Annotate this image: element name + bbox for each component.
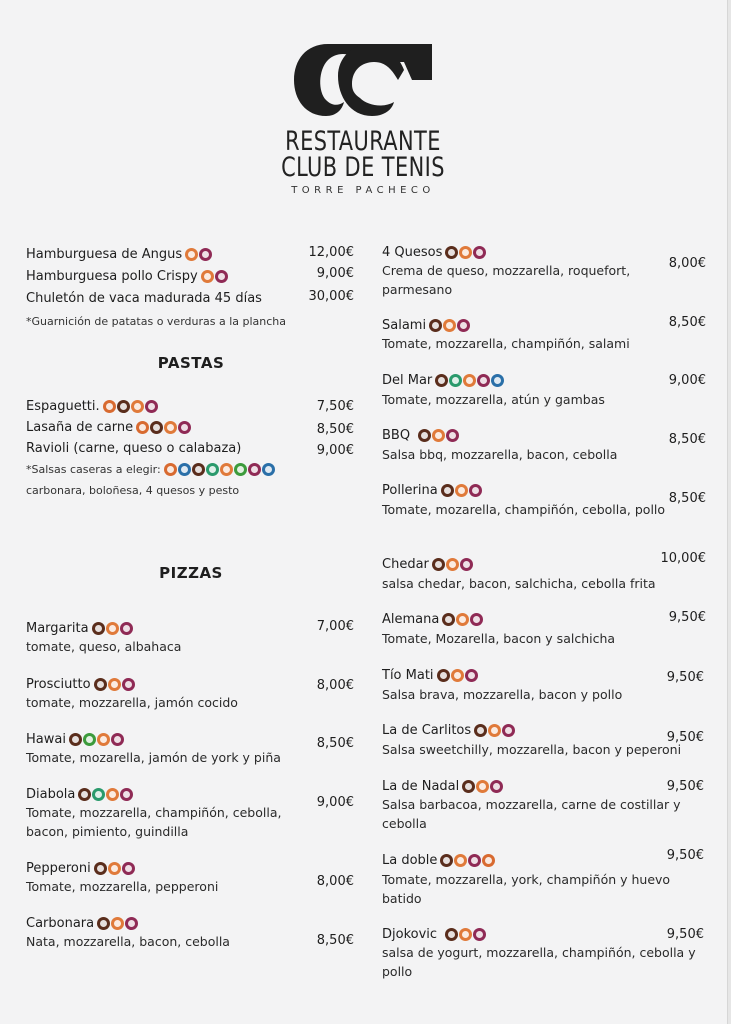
menu-item-name: Chuletón de vaca madurada 45 días [26, 291, 262, 306]
menu-item-price: 8,50€ [668, 432, 706, 447]
egg-icon [120, 788, 133, 801]
gluten-icon [185, 248, 198, 261]
gluten-icon [108, 862, 121, 875]
menu-item-name: Lasaña de carne [26, 419, 192, 440]
milk-icon [441, 484, 454, 497]
menu-item-description: Salsa brava, mozzarella, bacon y pollo [382, 687, 623, 702]
egg-icon [490, 780, 503, 793]
cc-logo-icon [292, 40, 434, 118]
restaurant-location: TORRE PACHECO [291, 185, 435, 196]
menu-item-price: 30,00€ [308, 289, 354, 304]
milk-icon [445, 246, 458, 259]
milk-icon [440, 854, 453, 867]
egg-icon [457, 319, 470, 332]
menu-item-name: Pollerina [382, 482, 483, 503]
menu-item-price: 8,00€ [316, 874, 354, 889]
menu-item-price: 9,50€ [666, 670, 704, 685]
pastas-heading: PASTAS [157, 354, 225, 372]
crustacean-icon [178, 463, 191, 476]
restaurant-name-line2: CLUB DE TENIS [281, 152, 445, 183]
gluten-icon [459, 246, 472, 259]
menu-item-price: 9,50€ [668, 610, 706, 625]
menu-item-name: Hamburguesa pollo Crispy [26, 268, 229, 289]
egg-icon [111, 733, 124, 746]
egg-icon [199, 248, 212, 261]
gluten-icon [488, 724, 501, 737]
egg-icon [468, 854, 481, 867]
egg-icon [178, 421, 191, 434]
menu-item-name: La de Carlitos [382, 722, 516, 743]
egg-icon [469, 484, 482, 497]
mollusc-icon [92, 788, 105, 801]
gluten-icon [476, 780, 489, 793]
menu-item-description: Tomate, Mozarella, bacon y salchicha [382, 631, 616, 646]
mollusc-icon [206, 463, 219, 476]
menu-item-name: Espaguetti. [26, 398, 159, 419]
gluten-icon [106, 788, 119, 801]
menu-item-price: 8,50€ [668, 491, 706, 506]
gluten-icon [432, 429, 445, 442]
menu-item-description: tomate, mozzarella, jamón cocido [26, 695, 238, 710]
menu-item-name: Diabola [26, 786, 134, 807]
fish-icon [491, 374, 504, 387]
gluten-icon [164, 421, 177, 434]
menu-item-description: Tomate, mozarella, jamón de york y piña [26, 750, 281, 765]
gluten-icon [463, 374, 476, 387]
wheat-icon [164, 463, 177, 476]
egg-icon [248, 463, 261, 476]
menu-item-price: 9,50€ [666, 848, 704, 863]
menu-item-price: 9,00€ [316, 795, 354, 810]
menu-item-description: Salsa sweetchilly, mozzarella, bacon y peperoni [382, 742, 682, 757]
sauce-list: carbonara, boloñesa, 4 quesos y pesto [26, 484, 240, 497]
menu-item-description: Tomate, mozarella, champiñón, cebolla, pollo [382, 502, 666, 517]
menu-item-description: Tomate, mozzarella, york, champiñón y huevo batido [382, 872, 671, 906]
menu-item-price: 9,00€ [316, 266, 354, 281]
gluten-icon [131, 400, 144, 413]
menu-item-description: Salsa bbq, mozzarella, bacon, cebolla [382, 447, 618, 462]
menu-item-description: tomate, queso, albahaca [26, 639, 182, 654]
egg-icon [122, 862, 135, 875]
menu-item-description: Tomate, mozzarella, champiñón, salami [382, 336, 630, 351]
menu-item-name: Carbonara [26, 915, 139, 936]
gluten-icon [443, 319, 456, 332]
milk-icon [462, 780, 475, 793]
menu-item-price: 8,50€ [316, 933, 354, 948]
egg-icon [470, 613, 483, 626]
celery-icon [83, 733, 96, 746]
menu-item-name: Salami [382, 317, 471, 338]
menu-item-name: BBQ [382, 427, 460, 448]
menu-item-description: Nata, mozzarella, bacon, cebolla [26, 934, 230, 949]
egg-icon [215, 270, 228, 283]
menu-item-name: La de Nadal [382, 778, 504, 799]
gluten-icon [111, 917, 124, 930]
egg-icon [460, 558, 473, 571]
menu-item-description: Tomate, mozzarella, champiñón, cebolla, bacon, pimiento, guindilla [26, 805, 282, 839]
menu-item-name: Ravioli (carne, queso o calabaza) [26, 441, 242, 456]
milk-icon [192, 463, 205, 476]
menu-item-description: Tomate, mozzarella, atún y gambas [382, 392, 605, 407]
egg-icon [465, 669, 478, 682]
menu-item-price: 9,50€ [666, 779, 704, 794]
gluten-icon [455, 484, 468, 497]
menu-item-price: 9,50€ [666, 730, 704, 745]
menu-item-price: 8,00€ [668, 256, 706, 271]
menu-item-price: 12,00€ [308, 245, 354, 260]
gluten-icon [108, 678, 121, 691]
gluten-icon [456, 613, 469, 626]
menu-item-name: La doble [382, 852, 496, 873]
fish-icon [262, 463, 275, 476]
menu-item-price: 7,00€ [316, 619, 354, 634]
milk-icon [92, 622, 105, 635]
restaurant-name-line1: RESTAURANTE [285, 126, 441, 157]
burger-side-note: *Guarnición de patatas o verduras a la plancha [26, 315, 287, 328]
menu-item-name: Hawai [26, 731, 125, 752]
gluten-icon [106, 622, 119, 635]
gluten-icon [97, 733, 110, 746]
milk-icon [429, 319, 442, 332]
milk-icon [432, 558, 445, 571]
egg-icon [122, 678, 135, 691]
egg-yolk-icon [482, 854, 495, 867]
gluten-icon [201, 270, 214, 283]
menu-item-price: 7,50€ [316, 399, 354, 414]
milk-icon [78, 788, 91, 801]
gluten-icon [446, 558, 459, 571]
menu-item-description: salsa chedar, bacon, salchicha, cebolla frita [382, 576, 656, 591]
egg-icon [502, 724, 515, 737]
gluten-icon [220, 463, 233, 476]
mollusc-icon [449, 374, 462, 387]
milk-icon [69, 733, 82, 746]
menu-item-name: Hamburguesa de Angus [26, 246, 213, 267]
menu-item-description: Salsa barbacoa, mozzarella, carne de costillar y cebolla [382, 797, 681, 831]
menu-item-name: Prosciutto [26, 676, 136, 697]
milk-icon [94, 862, 107, 875]
menu-item-price: 8,50€ [316, 736, 354, 751]
menu-item-price: 9,50€ [666, 927, 704, 942]
milk-icon [117, 400, 130, 413]
egg-icon [120, 622, 133, 635]
sauce-note: *Salsas caseras a elegir: [26, 461, 276, 482]
milk-icon [150, 421, 163, 434]
pizzas-heading: PIZZAS [159, 564, 223, 582]
menu-item-price: 9,00€ [316, 443, 354, 458]
menu-item-name: Del Mar [382, 372, 505, 393]
egg-icon [473, 246, 486, 259]
milk-icon [418, 429, 431, 442]
wheat-icon [103, 400, 116, 413]
egg-icon [477, 374, 490, 387]
milk-icon [442, 613, 455, 626]
celery-icon [234, 463, 247, 476]
menu-item-name: Alemana [382, 611, 484, 632]
egg-icon [446, 429, 459, 442]
menu-item-description: Tomate, mozzarella, pepperoni [26, 879, 219, 894]
menu-item-name: Djokovic [382, 926, 487, 947]
menu-item-description: salsa de yogurt, mozzarella, champiñón, cebolla y pollo [382, 945, 696, 979]
gluten-icon [459, 928, 472, 941]
gluten-icon [454, 854, 467, 867]
menu-item-name: Tío Mati [382, 667, 479, 688]
gluten-icon [451, 669, 464, 682]
egg-icon [125, 917, 138, 930]
milk-icon [437, 669, 450, 682]
milk-icon [435, 374, 448, 387]
menu-item-name: Chedar [382, 556, 474, 577]
milk-icon [445, 928, 458, 941]
menu-item-price: 8,00€ [316, 678, 354, 693]
egg-icon [145, 400, 158, 413]
milk-icon [94, 678, 107, 691]
wheat-icon [136, 421, 149, 434]
milk-icon [97, 917, 110, 930]
menu-item-name: 4 Quesos [382, 244, 487, 265]
menu-item-price: 9,00€ [668, 373, 706, 388]
menu-item-name: Pepperoni [26, 860, 136, 881]
milk-icon [474, 724, 487, 737]
menu-item-price: 8,50€ [316, 422, 354, 437]
menu-item-price: 10,00€ [660, 551, 706, 566]
egg-icon [473, 928, 486, 941]
menu-item-name: Margarita [26, 620, 134, 641]
menu-item-price: 8,50€ [668, 315, 706, 330]
menu-item-description: Crema de queso, mozzarella, roquefort, parmesano [382, 263, 631, 297]
